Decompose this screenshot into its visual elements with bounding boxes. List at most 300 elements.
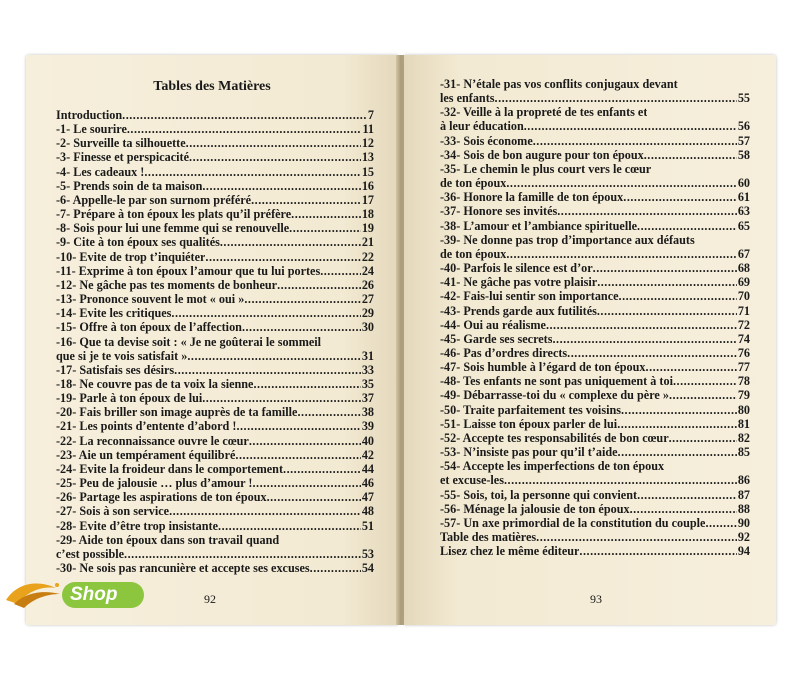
toc-entry-line xyxy=(440,388,750,402)
toc-entry xyxy=(56,306,374,320)
dot-leader xyxy=(169,504,361,518)
toc-entry xyxy=(440,459,750,487)
dot-leader xyxy=(253,377,360,391)
toc-entry xyxy=(56,193,374,207)
toc-entry-title: -40- Parfois le silence est d’or xyxy=(440,261,593,276)
toc-entry-line xyxy=(440,233,750,247)
open-book xyxy=(26,55,776,625)
toc-entry-line xyxy=(56,221,374,235)
toc-entry-title: -11- Exprime à ton époux l’amour que tu lui portes xyxy=(56,263,321,278)
toc-entry-line xyxy=(56,278,374,292)
toc-page-number: 53 xyxy=(361,546,374,561)
toc-entry-line xyxy=(440,488,750,502)
toc-entry xyxy=(440,318,750,332)
toc-list-right xyxy=(440,77,750,558)
toc-entry xyxy=(56,561,374,575)
toc-entry-title: -1- Le sourire xyxy=(56,122,127,137)
toc-entry xyxy=(56,179,374,193)
toc-page-number: 85 xyxy=(737,445,750,460)
toc-entry xyxy=(440,445,750,459)
dot-leader xyxy=(504,473,737,487)
toc-entry xyxy=(56,136,374,150)
toc-entry xyxy=(56,504,374,518)
dot-leader xyxy=(552,332,736,346)
toc-page-number: 26 xyxy=(361,277,374,292)
toc-entry xyxy=(440,304,750,318)
toc-entry xyxy=(56,377,374,391)
toc-entry-title: -44- Oui au réalisme xyxy=(440,317,546,332)
toc-entry xyxy=(56,391,374,405)
toc-entry-line xyxy=(56,377,374,391)
toc-entry xyxy=(56,476,374,490)
toc-entry-title: -55- Sois, toi, la personne qui convient xyxy=(440,487,638,502)
toc-entry-line xyxy=(440,261,750,275)
toc-page-number: 21 xyxy=(361,235,374,250)
toc-entry-title: -13- Prononce souvent le mot « oui » xyxy=(56,292,245,307)
toc-entry xyxy=(440,289,750,303)
toc-page-number: 46 xyxy=(361,476,374,491)
toc-entry-line xyxy=(440,105,750,119)
toc-entry xyxy=(440,544,750,558)
toc-entry-title: -30- Ne sois pas rancunière et accepte ses excuses xyxy=(56,561,310,575)
dot-leader xyxy=(251,193,361,207)
dot-leader xyxy=(218,519,361,533)
toc-entry-title: -19- Parle à ton époux de lui xyxy=(56,391,203,406)
toc-entry xyxy=(440,275,750,289)
toc-entry xyxy=(440,162,750,190)
dot-leader xyxy=(506,247,736,261)
toc-page-number: 27 xyxy=(361,292,374,307)
toc-entry-line xyxy=(56,292,374,306)
toc-entry-title: Introduction xyxy=(56,108,123,122)
toc-entry-title: -6- Appelle-le par son surnom préféré xyxy=(56,192,252,207)
dot-leader xyxy=(646,360,737,374)
toc-entry-title: -51- Laisse ton époux parler de lui xyxy=(440,416,618,431)
toc-entry-title: -27- Sois à son service xyxy=(56,504,170,519)
toc-entry-line xyxy=(440,403,750,417)
dot-leader xyxy=(205,250,360,264)
toc-entry-title: -26- Partage les aspirations de ton époux xyxy=(56,490,267,505)
dot-leader xyxy=(267,490,361,504)
dot-leader xyxy=(244,292,360,306)
toc-entry-line xyxy=(56,165,374,179)
toc-entry-line xyxy=(56,150,374,164)
toc-entry-line xyxy=(440,431,750,445)
dot-leader xyxy=(669,431,737,445)
toc-entry-line xyxy=(440,289,750,303)
toc-entry xyxy=(56,235,374,249)
toc-page-number: 55 xyxy=(737,91,750,106)
toc-entry xyxy=(56,405,374,419)
toc-page-number: 87 xyxy=(737,487,750,502)
dot-leader xyxy=(174,363,361,377)
toc-entry-title: -14- Evite les critiques xyxy=(56,306,172,321)
toc-entry xyxy=(440,134,750,148)
toc-entry-title: -23- Aie un tempérament équilibré xyxy=(56,447,236,462)
toc-entry xyxy=(440,148,750,162)
toc-entry xyxy=(440,431,750,445)
toc-entry-line xyxy=(56,405,374,419)
toc-page-number: 57 xyxy=(737,133,750,148)
toc-entry xyxy=(56,519,374,533)
toc-entry xyxy=(440,417,750,431)
toc-entry-title: -24- Evite la froideur dans le comportement xyxy=(56,461,284,476)
toc-page-number: 56 xyxy=(737,119,750,134)
toc-page-number: 65 xyxy=(737,218,750,233)
toc-page-number: 11 xyxy=(362,122,374,137)
dot-leader xyxy=(310,561,361,575)
dot-leader xyxy=(291,207,361,221)
toc-page-number: 60 xyxy=(737,176,750,191)
toc-entry xyxy=(440,219,750,233)
dot-leader xyxy=(637,219,737,233)
toc-entry-title: et excuse-les xyxy=(440,473,504,488)
toc-entry-line xyxy=(56,136,374,150)
toc-page-number: 90 xyxy=(737,515,750,530)
toc-entry-line xyxy=(56,349,374,363)
toc-entry xyxy=(440,190,750,204)
toc-entry xyxy=(440,516,750,530)
toc-entry-line xyxy=(56,462,374,476)
toc-entry-line xyxy=(440,162,750,176)
dot-leader xyxy=(186,136,361,150)
toc-entry-title: -46- Pas d’ordres directs xyxy=(440,345,568,360)
toc-page-number: 79 xyxy=(737,388,750,403)
dot-leader xyxy=(189,150,361,164)
toc-entry-line xyxy=(56,519,374,533)
toc-entry-line xyxy=(440,544,750,558)
toc-page-number: 22 xyxy=(361,249,374,264)
toc-entry-title: -4- Les cadeaux ! xyxy=(56,164,145,179)
toc-page-number: 72 xyxy=(737,317,750,332)
toc-entry-line xyxy=(56,504,374,518)
toc-entry-title: -32- Veille à la propreté de tes enfants et xyxy=(440,105,648,120)
toc-page-number: 42 xyxy=(361,447,374,462)
toc-entry xyxy=(440,77,750,105)
toc-entry xyxy=(56,419,374,433)
dot-leader xyxy=(297,405,360,419)
toc-page-number: 24 xyxy=(361,263,374,278)
toc-entry-title: -54- Accepte les imperfections de ton époux xyxy=(440,459,665,474)
toc-entry-title: -47- Sois humble à l’égard de ton époux xyxy=(440,360,646,375)
dot-leader xyxy=(630,502,737,516)
toc-page-number: 44 xyxy=(361,461,374,476)
toc-entry xyxy=(56,122,374,136)
toc-page-number: 94 xyxy=(737,544,750,559)
toc-entry-title: -9- Cite à ton époux ses qualités xyxy=(56,235,220,250)
dot-leader xyxy=(623,190,737,204)
toc-page-number: 63 xyxy=(737,204,750,219)
toc-entry-line xyxy=(440,176,750,190)
toc-page-number: 61 xyxy=(737,190,750,205)
dot-leader xyxy=(202,391,361,405)
page-number-left: 92 xyxy=(204,592,216,606)
toc-page-number: 35 xyxy=(361,376,374,391)
toc-page-number: 18 xyxy=(361,207,374,222)
dot-leader xyxy=(249,434,361,448)
toc-entry-title: -3- Finesse et perspicacité xyxy=(56,150,190,165)
dot-leader xyxy=(579,544,736,558)
toc-entry-title: -33- Sois économe xyxy=(440,133,533,148)
toc-page-number: 81 xyxy=(737,416,750,431)
toc-entry-line xyxy=(440,374,750,388)
toc-entry xyxy=(440,204,750,218)
toc-entry xyxy=(56,462,374,476)
toc-entry-line xyxy=(56,490,374,504)
toc-entry xyxy=(440,374,750,388)
dot-leader xyxy=(618,445,737,459)
dot-leader xyxy=(127,122,362,136)
toc-entry-line xyxy=(440,190,750,204)
toc-entry-title: -38- L’amour et l’ambiance spirituelle xyxy=(440,218,638,233)
toc-entry-title: -42- Fais-lui sentir son importance xyxy=(440,289,619,304)
toc-page-number: 92 xyxy=(737,530,750,544)
toc-page-number: 82 xyxy=(737,430,750,445)
toc-page-number: 47 xyxy=(361,490,374,505)
toc-entry-line xyxy=(56,434,374,448)
dot-leader xyxy=(236,419,360,433)
dot-leader xyxy=(619,289,737,303)
toc-entry-line xyxy=(56,264,374,278)
dot-leader xyxy=(597,275,737,289)
toc-entry xyxy=(56,490,374,504)
toc-entry-line xyxy=(440,148,750,162)
toc-entry-line xyxy=(440,473,750,487)
toc-entry-line xyxy=(440,204,750,218)
toc-entry-title: -31- N’étale pas vos conflits conjugaux devant xyxy=(440,77,678,91)
toc-entry-line xyxy=(56,335,374,349)
toc-entry-line xyxy=(440,119,750,133)
toc-entry-title: -10- Evite de trop t’inquiéter xyxy=(56,249,206,264)
toc-entry-line xyxy=(56,448,374,462)
toc-entry xyxy=(440,388,750,402)
toc-entry xyxy=(440,332,750,346)
toc-entry-title: Lisez chez le même éditeur xyxy=(440,544,580,559)
dot-leader xyxy=(277,278,361,292)
toc-entry-title: -57- Un axe primordial de la constitution du couple xyxy=(440,515,706,530)
toc-entry xyxy=(440,360,750,374)
toc-entry-title: -12- Ne gâche pas tes moments de bonheur xyxy=(56,277,278,292)
toc-entry-title: -53- N’insiste pas pour qu’il t’aide xyxy=(440,445,618,460)
toc-title: Tables des Matières xyxy=(153,79,271,94)
toc-list-left xyxy=(56,108,374,575)
shop-logo[interactable] xyxy=(4,578,156,612)
toc-entry-line xyxy=(440,530,750,544)
toc-page-number: 39 xyxy=(361,419,374,434)
dot-leader xyxy=(220,235,361,249)
toc-entry xyxy=(56,278,374,292)
page-number-right: 93 xyxy=(590,592,602,606)
toc-entry-line xyxy=(56,363,374,377)
dot-leader xyxy=(593,261,737,275)
dot-leader xyxy=(171,306,360,320)
toc-entry-title: -2- Surveille ta silhouette xyxy=(56,136,186,151)
toc-entry-title: -21- Les points d’entente d’abord ! xyxy=(56,419,237,434)
toc-entry xyxy=(56,165,374,179)
toc-entry xyxy=(56,207,374,221)
toc-entry-line xyxy=(440,91,750,105)
toc-entry-title: -8- Sois pour lui une femme qui se renouvelle xyxy=(56,221,290,236)
toc-entry-title: -5- Prends soin de ta maison xyxy=(56,178,203,193)
toc-entry-line xyxy=(56,533,374,547)
toc-entry-line xyxy=(440,304,750,318)
toc-entry xyxy=(56,108,374,122)
toc-entry-title: -56- Ménage la jalousie de ton époux xyxy=(440,501,630,516)
toc-entry xyxy=(440,105,750,133)
dot-leader xyxy=(567,346,737,360)
toc-entry-title: c’est possible xyxy=(56,546,125,561)
dot-leader xyxy=(252,476,360,490)
toc-entry-title: -37- Honore ses invités xyxy=(440,204,558,219)
dot-leader xyxy=(669,388,737,402)
dot-leader xyxy=(242,320,361,334)
toc-entry-title: -20- Fais briller son image auprès de ta famille xyxy=(56,405,298,420)
toc-entry-line xyxy=(440,459,750,473)
toc-entry xyxy=(56,250,374,264)
toc-entry-line xyxy=(440,77,750,91)
toc-entry xyxy=(56,320,374,334)
toc-entry-title: -16- Que ta devise soit : « Je ne goûterai le sommeil xyxy=(56,334,322,349)
toc-entry-title: -7- Prépare à ton époux les plats qu’il préfère xyxy=(56,207,292,222)
toc-entry-title: -49- Débarrasse-toi du « complexe du père » xyxy=(440,388,669,403)
dot-leader xyxy=(187,349,360,363)
toc-page-number: 69 xyxy=(737,275,750,290)
toc-entry-title: -36- Honore la famille de ton époux xyxy=(440,190,624,205)
toc-entry-title: -17- Satisfais ses désirs xyxy=(56,362,175,377)
dot-leader xyxy=(557,204,737,218)
toc-page-number: 17 xyxy=(361,192,374,207)
toc-page-number: 37 xyxy=(361,391,374,406)
toc-entry-title: de ton époux xyxy=(440,176,507,191)
toc-entry-line xyxy=(440,134,750,148)
toc-entry xyxy=(56,533,374,561)
toc-entry-title: de ton époux xyxy=(440,246,507,261)
toc-entry-line xyxy=(56,108,374,122)
toc-entry-title: -28- Evite d’être trop insistante xyxy=(56,518,219,533)
toc-entry-line xyxy=(56,476,374,490)
toc-entry-title: -22- La reconnaissance ouvre le cœur xyxy=(56,433,249,448)
toc-page-number: 71 xyxy=(737,303,750,318)
toc-entry-line xyxy=(56,207,374,221)
toc-entry-title: -34- Sois de bon augure pour ton époux xyxy=(440,147,644,162)
toc-entry-line xyxy=(56,235,374,249)
toc-entry xyxy=(56,221,374,235)
toc-page-number: 12 xyxy=(361,136,374,151)
toc-entry-line xyxy=(56,320,374,334)
toc-entry-title: -48- Tes enfants ne sont pas uniquement à toi xyxy=(440,374,673,389)
dot-leader xyxy=(289,221,361,235)
toc-entry-title: -43- Prends garde aux futilités xyxy=(440,303,597,318)
dot-leader xyxy=(546,318,737,332)
toc-entry-title: -35- Le chemin le plus court vers le cœur xyxy=(440,161,652,176)
toc-entry-title: Table des matières xyxy=(440,530,537,544)
dot-leader xyxy=(617,417,737,431)
toc-page-number: 58 xyxy=(737,147,750,162)
toc-entry-line xyxy=(440,516,750,530)
dot-leader xyxy=(122,108,367,122)
toc-page-number: 19 xyxy=(361,221,374,236)
toc-entry xyxy=(440,530,750,544)
dot-leader xyxy=(536,530,737,544)
dot-leader xyxy=(283,462,361,476)
toc-page-number: 7 xyxy=(367,108,374,122)
toc-entry-line xyxy=(56,547,374,561)
toc-entry-title: -45- Garde ses secrets xyxy=(440,331,553,346)
toc-entry-title: -41- Ne gâche pas votre plaisir xyxy=(440,275,598,290)
dot-leader xyxy=(202,179,360,193)
toc-page-number: 54 xyxy=(361,561,374,575)
toc-entry xyxy=(440,346,750,360)
toc-entry-line xyxy=(440,360,750,374)
toc-entry-line xyxy=(56,419,374,433)
toc-entry xyxy=(56,434,374,448)
toc-page-number: 15 xyxy=(361,164,374,179)
toc-page-number: 38 xyxy=(361,405,374,420)
toc-page-number: 67 xyxy=(737,246,750,261)
dot-leader xyxy=(673,374,737,388)
toc-entry-line xyxy=(440,275,750,289)
toc-page-number: 76 xyxy=(737,345,750,360)
toc-page-number: 30 xyxy=(361,320,374,335)
dot-leader xyxy=(644,148,737,162)
toc-entry-line xyxy=(440,445,750,459)
toc-entry-title: -15- Offre à ton époux de l’affection xyxy=(56,320,242,335)
shop-logo-text: Shop xyxy=(70,584,118,605)
toc-entry-title: -25- Peu de jalousie … plus d’amour ! xyxy=(56,476,253,491)
toc-page-number: 40 xyxy=(361,433,374,448)
dot-leader xyxy=(144,165,360,179)
toc-page-number: 68 xyxy=(737,261,750,276)
toc-page-number: 77 xyxy=(737,360,750,375)
toc-page-number: 13 xyxy=(361,150,374,165)
toc-entry xyxy=(440,488,750,502)
dot-leader xyxy=(524,119,737,133)
toc-entry-line xyxy=(440,247,750,261)
toc-entry-line xyxy=(440,219,750,233)
toc-entry-line xyxy=(56,306,374,320)
toc-entry-line xyxy=(440,417,750,431)
toc-entry xyxy=(440,261,750,275)
toc-entry-line xyxy=(56,193,374,207)
toc-entry-title: à leur éducation xyxy=(440,119,524,134)
toc-page-number: 86 xyxy=(737,473,750,488)
toc-entry-line xyxy=(56,391,374,405)
left-page xyxy=(26,55,398,625)
toc-entry-title: -18- Ne couvre pas de ta voix la sienne xyxy=(56,376,254,391)
toc-entry-title: -39- Ne donne pas trop d’importance aux défauts xyxy=(440,232,695,247)
dot-leader xyxy=(597,304,737,318)
toc-entry-title: -52- Accepte tes responsabilités de bon cœur xyxy=(440,430,669,445)
toc-entry xyxy=(56,264,374,278)
toc-entry xyxy=(440,233,750,261)
toc-page-number: 70 xyxy=(737,289,750,304)
toc-entry xyxy=(56,150,374,164)
toc-entry-line xyxy=(56,122,374,136)
toc-page-number: 88 xyxy=(737,501,750,516)
toc-entry-line xyxy=(440,346,750,360)
toc-entry xyxy=(56,448,374,462)
toc-page-number: 33 xyxy=(361,362,374,377)
dot-leader xyxy=(235,448,360,462)
toc-page-number: 74 xyxy=(737,331,750,346)
toc-entry xyxy=(440,502,750,516)
dot-leader xyxy=(506,176,736,190)
toc-entry xyxy=(440,403,750,417)
dot-leader xyxy=(320,264,361,278)
toc-entry-line xyxy=(440,318,750,332)
toc-entry-line xyxy=(440,502,750,516)
toc-entry-title: que si je te vois satisfait » xyxy=(56,348,188,363)
